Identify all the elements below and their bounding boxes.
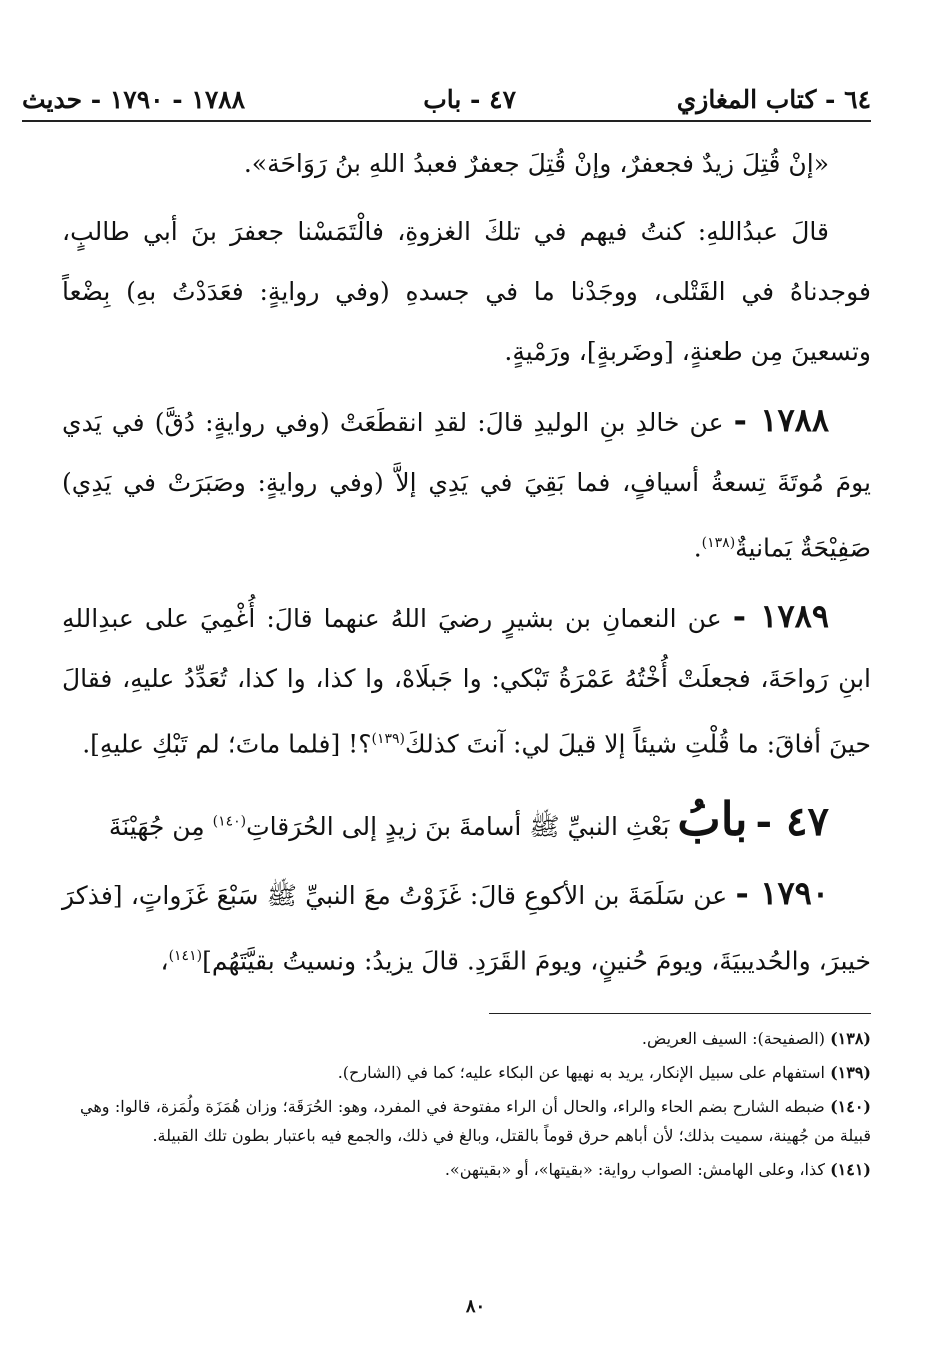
footnote-text: استفهام على سبيل الإنكار، يريد به نهيها عن البكاء عليه؛ كما في (الشارح). <box>337 1063 825 1082</box>
footnote-divider <box>489 1013 871 1014</box>
hadith-text-end: . <box>693 533 702 563</box>
footnote-text: كذا، وعلى الهامش: الصواب رواية: «بقيتها»، أو «بقيتهن». <box>444 1160 825 1179</box>
footnote-ref: (١٣٩) <box>371 731 405 748</box>
hadith-1790 <box>62 863 871 991</box>
hadith-1788 <box>62 390 871 578</box>
footnote-text: (الصفيحة): السيف العريض. <box>641 1029 825 1048</box>
running-header <box>22 72 871 122</box>
hadith-number: ١٧٨٩ - <box>732 597 830 636</box>
paragraph-abdullah: قالَ عبدُاللهِ: كنتُ فيهم في تلكَ الغزوةِ، فالْتَمَسْنا جعفرَ بنَ أبي طالبٍ، فوجدناهُ في القَتْلى، ووجَدْنا ما في جسدهِ (وفي روايةٍ: فعَدَدْتُ بهِ) بِضْعاً وتسعينَ مِن طعنةٍ، [وضَربةٍ]، ورَمْيةٍ. <box>62 217 871 366</box>
footnote-ref: (١٤١) <box>168 947 203 964</box>
chapter-word: بابُ <box>677 791 748 846</box>
header-chapter: ٤٧ - باب <box>423 85 516 114</box>
page-number: ٨٠ <box>465 1296 486 1317</box>
footnote-ref: (١٤٠) <box>212 813 247 830</box>
hadith-number: ١٧٨٨ - <box>733 401 830 439</box>
hadith-text-end: ، <box>160 945 169 975</box>
footnote-text: ضبطه الشارح بضم الحاء والراء، والحال أن الراء مفتوحة في المفرد، وهو: الحُرَقَة؛ وزان هُمَزَة ولُمَزة، قالوا: وهي قبيلة من جُهينة، سميت بذلك؛ لأن أباهم حرق قوماً بالقتل، وبالغ في ذلك، والجمع فيه باعتبار بطون تلك القبيلة. <box>80 1097 871 1145</box>
header-hadith-range: ١٧٨٨ - ١٧٩٠ - حديث <box>22 85 246 114</box>
footnote-number: (١٤١) <box>830 1160 871 1179</box>
paragraph-continuation: «إنْ قُتِلَ زيدٌ فجعفرٌ، وإنْ قُتِلَ جعفرٌ فعبدُ اللهِ بنُ رَوَاحَة». <box>243 149 829 178</box>
hadith-text-end: ؟! [فلما ماتَ؛ لم تَبْكِ عليهِ]. <box>82 729 372 759</box>
chapter-title-end: مِن جُهَيْنَةَ <box>108 811 205 841</box>
chapter-title: بَعْثِ النبيِّ ﷺ أسامةَ بنَ زيدٍ إلى الحُرَقاتِ <box>246 811 670 841</box>
footnote <box>80 1155 871 1184</box>
footnote-ref: (١٣٨) <box>701 535 736 551</box>
chapter-heading <box>62 789 871 857</box>
hadith-text: عن النعمانِ بن بشيرٍ رضيَ اللهُ عنهما قالَ: أُغْمِيَ على عبدِاللهِ ابنِ رَواحَةَ، فجعلَتْ أُخْتُهُ عَمْرَةُ تَبْكي: وا جَبلَاهْ، وا كذا، وا كذا، تُعَدِّدُ عليهِ، فقالَ حينَ أفاقَ: ما قُلْتِ شيئاً إلا قيلَ لي: آنتَ كذلكَ <box>62 604 871 759</box>
header-book-title: ٦٤ - كتاب المغازي <box>676 85 871 114</box>
chapter-number: ٤٧ - <box>755 797 829 845</box>
footnotes <box>80 1024 871 1189</box>
hadith-1789 <box>62 586 871 774</box>
main-text <box>62 134 871 999</box>
footnote-number: (١٣٩) <box>830 1063 871 1082</box>
footnote-number: (١٣٨) <box>830 1029 871 1048</box>
hadith-text: عن سَلَمَةَ بن الأكوعِ قالَ: غَزَوْتُ معَ النبيِّ ﷺ سَبْعَ غَزَواتٍ، [فذكرَ خيبرَ، والحُديبيَةَ، ويومَ حُنينٍ، ويومَ القَرَدِ. قالَ يزيدُ: ونسيتُ بقيَّتَهُم] <box>62 880 871 975</box>
hadith-text: عن خالدِ بنِ الوليدِ قالَ: لقدِ انقطَعَتْ (وفي روايةٍ: دُقَّ) في يَدي يومَ مُوتَةَ تِسعةُ أسيافٍ، فما بَقِيَ في يَدِي إلاَّ (وفي روايةٍ: وصَبَرَتْ في يَدِي) صَفِيْحَةٌ يَمانيةٌ <box>62 408 871 563</box>
footnote-number: (١٤٠) <box>830 1097 871 1116</box>
footnote <box>80 1058 871 1087</box>
hadith-number: ١٧٩٠ - <box>735 873 829 912</box>
footnote <box>80 1092 871 1150</box>
footnote <box>80 1024 871 1053</box>
